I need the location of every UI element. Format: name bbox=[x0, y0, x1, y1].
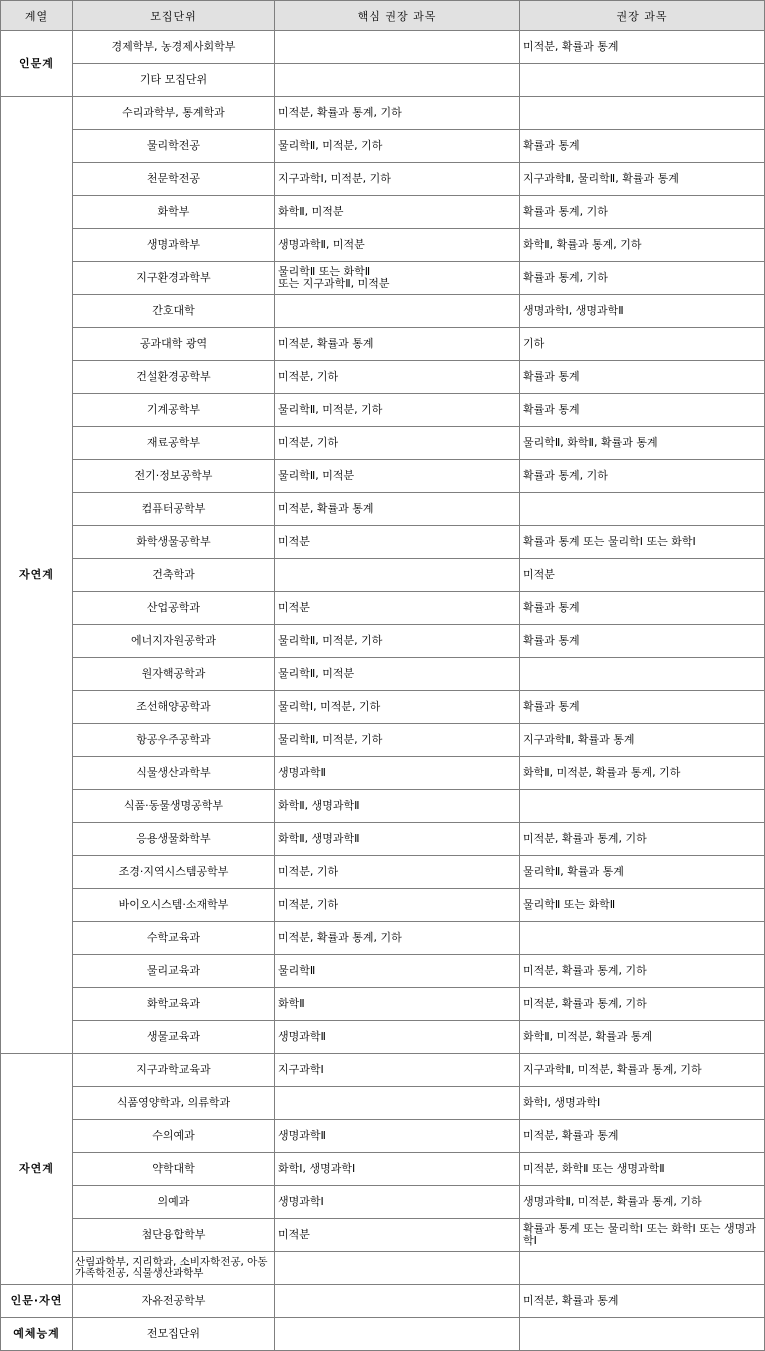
core-subjects-cell: 미적분, 확률과 통계, 기하 bbox=[275, 97, 520, 130]
recommended-subjects-cell: 미적분, 확률과 통계, 기하 bbox=[520, 823, 765, 856]
table-row bbox=[1, 790, 765, 823]
core-subjects-cell: 물리학Ⅱ, 미적분, 기하 bbox=[275, 394, 520, 427]
recommended-subjects-cell bbox=[520, 64, 765, 97]
unit-cell: 컴퓨터공학부 bbox=[73, 493, 275, 526]
core-subjects-cell: 미적분, 기하 bbox=[275, 856, 520, 889]
table-row bbox=[1, 97, 765, 130]
recommended-subjects-cell: 화학Ⅰ, 생명과학Ⅰ bbox=[520, 1087, 765, 1120]
unit-cell: 물리학전공 bbox=[73, 130, 275, 163]
table-row bbox=[1, 328, 765, 361]
table-row bbox=[1, 1087, 765, 1120]
recommended-subjects-cell: 화학Ⅱ, 미적분, 확률과 통계 bbox=[520, 1021, 765, 1054]
header-row bbox=[1, 1, 765, 31]
table-row bbox=[1, 493, 765, 526]
category-cell: 인문계 bbox=[1, 31, 73, 97]
unit-cell: 경제학부, 농경제사회학부 bbox=[73, 31, 275, 64]
core-subjects-cell: 화학Ⅱ, 생명과학Ⅱ bbox=[275, 823, 520, 856]
core-subjects-cell: 생명과학Ⅰ bbox=[275, 1186, 520, 1219]
recommended-subjects-cell bbox=[520, 790, 765, 823]
recommended-subjects-cell: 기하 bbox=[520, 328, 765, 361]
unit-cell: 조선해양공학과 bbox=[73, 691, 275, 724]
header-unit: 모집단위 bbox=[73, 1, 275, 31]
unit-cell: 건축학과 bbox=[73, 559, 275, 592]
recommended-subjects-cell: 확률과 통계 bbox=[520, 625, 765, 658]
core-subjects-cell: 미적분 bbox=[275, 1219, 520, 1252]
core-subjects-cell: 생명과학Ⅱ bbox=[275, 1120, 520, 1153]
core-subjects-cell: 미적분, 확률과 통계 bbox=[275, 493, 520, 526]
core-subjects-cell: 지구과학Ⅰ, 미적분, 기하 bbox=[275, 163, 520, 196]
recommended-subjects-cell: 확률과 통계, 기하 bbox=[520, 460, 765, 493]
core-subjects-cell bbox=[275, 559, 520, 592]
core-subjects-cell: 미적분 bbox=[275, 526, 520, 559]
header-core-subjects: 핵심 권장 과목 bbox=[275, 1, 520, 31]
core-subjects-cell: 화학Ⅰ, 생명과학Ⅰ bbox=[275, 1153, 520, 1186]
recommended-subjects-cell: 화학Ⅱ, 미적분, 확률과 통계, 기하 bbox=[520, 757, 765, 790]
table-row bbox=[1, 1021, 765, 1054]
recommended-subjects-cell: 화학Ⅱ, 확률과 통계, 기하 bbox=[520, 229, 765, 262]
table-row bbox=[1, 361, 765, 394]
unit-cell: 지구환경과학부 bbox=[73, 262, 275, 295]
table-row bbox=[1, 295, 765, 328]
recommended-subjects-cell bbox=[520, 97, 765, 130]
core-subjects-cell: 지구과학Ⅰ bbox=[275, 1054, 520, 1087]
core-subjects-cell: 미적분, 확률과 통계 bbox=[275, 328, 520, 361]
unit-cell: 수의예과 bbox=[73, 1120, 275, 1153]
category-cell: 자연계 bbox=[1, 1054, 73, 1285]
table-row bbox=[1, 658, 765, 691]
unit-cell: 간호대학 bbox=[73, 295, 275, 328]
recommended-subjects-cell: 확률과 통계 또는 물리학Ⅰ 또는 화학Ⅰ 또는 생명과학Ⅰ bbox=[520, 1219, 765, 1252]
recommended-subjects-cell: 지구과학Ⅱ, 미적분, 확률과 통계, 기하 bbox=[520, 1054, 765, 1087]
recommended-subjects-cell: 미적분, 확률과 통계 bbox=[520, 31, 765, 64]
table-row bbox=[1, 988, 765, 1021]
core-subjects-cell bbox=[275, 64, 520, 97]
recommended-subjects-cell: 미적분, 화학Ⅱ 또는 생명과학Ⅱ bbox=[520, 1153, 765, 1186]
table-row bbox=[1, 526, 765, 559]
core-subjects-cell: 물리학Ⅱ, 미적분, 기하 bbox=[275, 625, 520, 658]
table-row bbox=[1, 757, 765, 790]
table-row bbox=[1, 130, 765, 163]
recommended-subjects-cell: 확률과 통계 bbox=[520, 394, 765, 427]
table-row bbox=[1, 64, 765, 97]
core-subjects-cell bbox=[275, 1318, 520, 1351]
unit-cell: 조경·지역시스템공학부 bbox=[73, 856, 275, 889]
core-subjects-cell: 물리학Ⅱ, 미적분 bbox=[275, 658, 520, 691]
core-subjects-cell: 화학Ⅱ bbox=[275, 988, 520, 1021]
unit-cell: 산업공학과 bbox=[73, 592, 275, 625]
core-subjects-cell: 생명과학Ⅱ, 미적분 bbox=[275, 229, 520, 262]
unit-cell: 전모집단위 bbox=[73, 1318, 275, 1351]
unit-cell: 천문학전공 bbox=[73, 163, 275, 196]
core-subjects-cell bbox=[275, 1252, 520, 1285]
unit-cell: 재료공학부 bbox=[73, 427, 275, 460]
unit-cell: 생명과학부 bbox=[73, 229, 275, 262]
table-row bbox=[1, 394, 765, 427]
recommended-subjects-cell: 미적분 bbox=[520, 559, 765, 592]
recommended-subjects-cell: 확률과 통계 bbox=[520, 691, 765, 724]
unit-cell: 자유전공학부 bbox=[73, 1285, 275, 1318]
table-row bbox=[1, 262, 765, 295]
table-row bbox=[1, 625, 765, 658]
core-subjects-cell: 생명과학Ⅱ bbox=[275, 757, 520, 790]
recommended-subjects-cell: 미적분, 확률과 통계 bbox=[520, 1285, 765, 1318]
recommended-subjects-cell: 확률과 통계 bbox=[520, 361, 765, 394]
unit-cell: 건설환경공학부 bbox=[73, 361, 275, 394]
table-row bbox=[1, 889, 765, 922]
core-subjects-cell: 화학Ⅱ, 미적분 bbox=[275, 196, 520, 229]
unit-cell: 항공우주공학과 bbox=[73, 724, 275, 757]
category-cell: 예체능계 bbox=[1, 1318, 73, 1351]
table-row bbox=[1, 427, 765, 460]
recommended-subjects-cell: 물리학Ⅱ, 확률과 통계 bbox=[520, 856, 765, 889]
unit-cell: 물리교육과 bbox=[73, 955, 275, 988]
core-subjects-cell: 물리학Ⅱ, 미적분, 기하 bbox=[275, 724, 520, 757]
unit-cell: 지구과학교육과 bbox=[73, 1054, 275, 1087]
core-subjects-cell: 물리학Ⅱ, 미적분 bbox=[275, 460, 520, 493]
table-row bbox=[1, 856, 765, 889]
core-subjects-cell: 물리학Ⅱ 또는 화학Ⅱ 또는 지구과학Ⅱ, 미적분 bbox=[275, 262, 520, 295]
table-row bbox=[1, 1252, 765, 1285]
unit-cell: 원자핵공학과 bbox=[73, 658, 275, 691]
header-recommended-subjects: 권장 과목 bbox=[520, 1, 765, 31]
table-row bbox=[1, 1285, 765, 1318]
core-subjects-cell: 물리학Ⅰ, 미적분, 기하 bbox=[275, 691, 520, 724]
table-row bbox=[1, 460, 765, 493]
header-category: 계열 bbox=[1, 1, 73, 31]
recommended-subjects-cell bbox=[520, 493, 765, 526]
table-row bbox=[1, 559, 765, 592]
table-row bbox=[1, 955, 765, 988]
core-subjects-cell bbox=[275, 31, 520, 64]
core-subjects-cell: 미적분, 기하 bbox=[275, 889, 520, 922]
unit-cell: 의예과 bbox=[73, 1186, 275, 1219]
recommended-subjects-cell: 미적분, 확률과 통계 bbox=[520, 1120, 765, 1153]
category-cell: 자연계 bbox=[1, 97, 73, 1054]
recommended-subjects-cell: 미적분, 확률과 통계, 기하 bbox=[520, 955, 765, 988]
unit-cell: 첨단융합학부 bbox=[73, 1219, 275, 1252]
core-subjects-cell bbox=[275, 1285, 520, 1318]
recommended-subjects-cell: 확률과 통계 bbox=[520, 592, 765, 625]
recommended-subjects-cell: 생명과학Ⅰ, 생명과학Ⅱ bbox=[520, 295, 765, 328]
table-row bbox=[1, 724, 765, 757]
unit-cell: 식물생산과학부 bbox=[73, 757, 275, 790]
unit-cell: 화학생물공학부 bbox=[73, 526, 275, 559]
core-subjects-cell bbox=[275, 1087, 520, 1120]
core-subjects-cell: 화학Ⅱ, 생명과학Ⅱ bbox=[275, 790, 520, 823]
unit-cell: 화학교육과 bbox=[73, 988, 275, 1021]
unit-cell: 기타 모집단위 bbox=[73, 64, 275, 97]
table-row bbox=[1, 823, 765, 856]
unit-cell: 식품영양학과, 의류학과 bbox=[73, 1087, 275, 1120]
unit-cell: 식품·동물생명공학부 bbox=[73, 790, 275, 823]
unit-cell: 약학대학 bbox=[73, 1153, 275, 1186]
recommended-subjects-cell bbox=[520, 1318, 765, 1351]
recommended-subjects-cell bbox=[520, 1252, 765, 1285]
table-row bbox=[1, 1054, 765, 1087]
table-row bbox=[1, 163, 765, 196]
recommended-subjects-cell: 물리학Ⅱ, 화학Ⅱ, 확률과 통계 bbox=[520, 427, 765, 460]
table-row bbox=[1, 1318, 765, 1351]
recommended-subjects-cell bbox=[520, 658, 765, 691]
core-subjects-cell: 미적분, 기하 bbox=[275, 361, 520, 394]
table-row bbox=[1, 922, 765, 955]
table-row bbox=[1, 691, 765, 724]
table-row bbox=[1, 229, 765, 262]
table-row bbox=[1, 31, 765, 64]
category-cell: 인문·자연 bbox=[1, 1285, 73, 1318]
core-subjects-cell: 미적분 bbox=[275, 592, 520, 625]
table-row bbox=[1, 1219, 765, 1252]
unit-cell: 전기·정보공학부 bbox=[73, 460, 275, 493]
recommended-subjects-cell: 확률과 통계 또는 물리학Ⅰ 또는 화학Ⅰ bbox=[520, 526, 765, 559]
table-row bbox=[1, 196, 765, 229]
unit-cell: 수리과학부, 통계학과 bbox=[73, 97, 275, 130]
recommended-subjects-cell: 물리학Ⅱ 또는 화학Ⅱ bbox=[520, 889, 765, 922]
recommended-subjects-cell: 확률과 통계 bbox=[520, 130, 765, 163]
table-row bbox=[1, 1186, 765, 1219]
table-row bbox=[1, 592, 765, 625]
recommended-subjects-cell: 생명과학Ⅱ, 미적분, 확률과 통계, 기하 bbox=[520, 1186, 765, 1219]
recommended-subjects-cell: 미적분, 확률과 통계, 기하 bbox=[520, 988, 765, 1021]
recommended-subjects-cell: 확률과 통계, 기하 bbox=[520, 262, 765, 295]
recommended-subjects-cell bbox=[520, 922, 765, 955]
unit-cell: 수학교육과 bbox=[73, 922, 275, 955]
unit-cell: 공과대학 광역 bbox=[73, 328, 275, 361]
unit-cell: 기계공학부 bbox=[73, 394, 275, 427]
unit-cell: 응용생물화학부 bbox=[73, 823, 275, 856]
table-body bbox=[1, 31, 765, 1351]
core-subjects-cell bbox=[275, 295, 520, 328]
unit-cell: 화학부 bbox=[73, 196, 275, 229]
recommended-subjects-cell: 지구과학Ⅱ, 확률과 통계 bbox=[520, 724, 765, 757]
core-subjects-cell: 생명과학Ⅱ bbox=[275, 1021, 520, 1054]
core-subjects-cell: 물리학Ⅱ, 미적분, 기하 bbox=[275, 130, 520, 163]
table-row bbox=[1, 1120, 765, 1153]
recommended-subjects-cell: 확률과 통계, 기하 bbox=[520, 196, 765, 229]
unit-cell: 바이오시스템·소재학부 bbox=[73, 889, 275, 922]
unit-cell: 에너지자원공학과 bbox=[73, 625, 275, 658]
table-row bbox=[1, 1153, 765, 1186]
core-subjects-cell: 미적분, 확률과 통계, 기하 bbox=[275, 922, 520, 955]
unit-cell: 생물교육과 bbox=[73, 1021, 275, 1054]
core-subjects-cell: 미적분, 기하 bbox=[275, 427, 520, 460]
core-subjects-cell: 물리학Ⅱ bbox=[275, 955, 520, 988]
unit-cell: 산림과학부, 지리학과, 소비자학전공, 아동가족학전공, 식물생산과학부 bbox=[73, 1252, 275, 1285]
recommended-subjects-cell: 지구과학Ⅱ, 물리학Ⅱ, 확률과 통계 bbox=[520, 163, 765, 196]
